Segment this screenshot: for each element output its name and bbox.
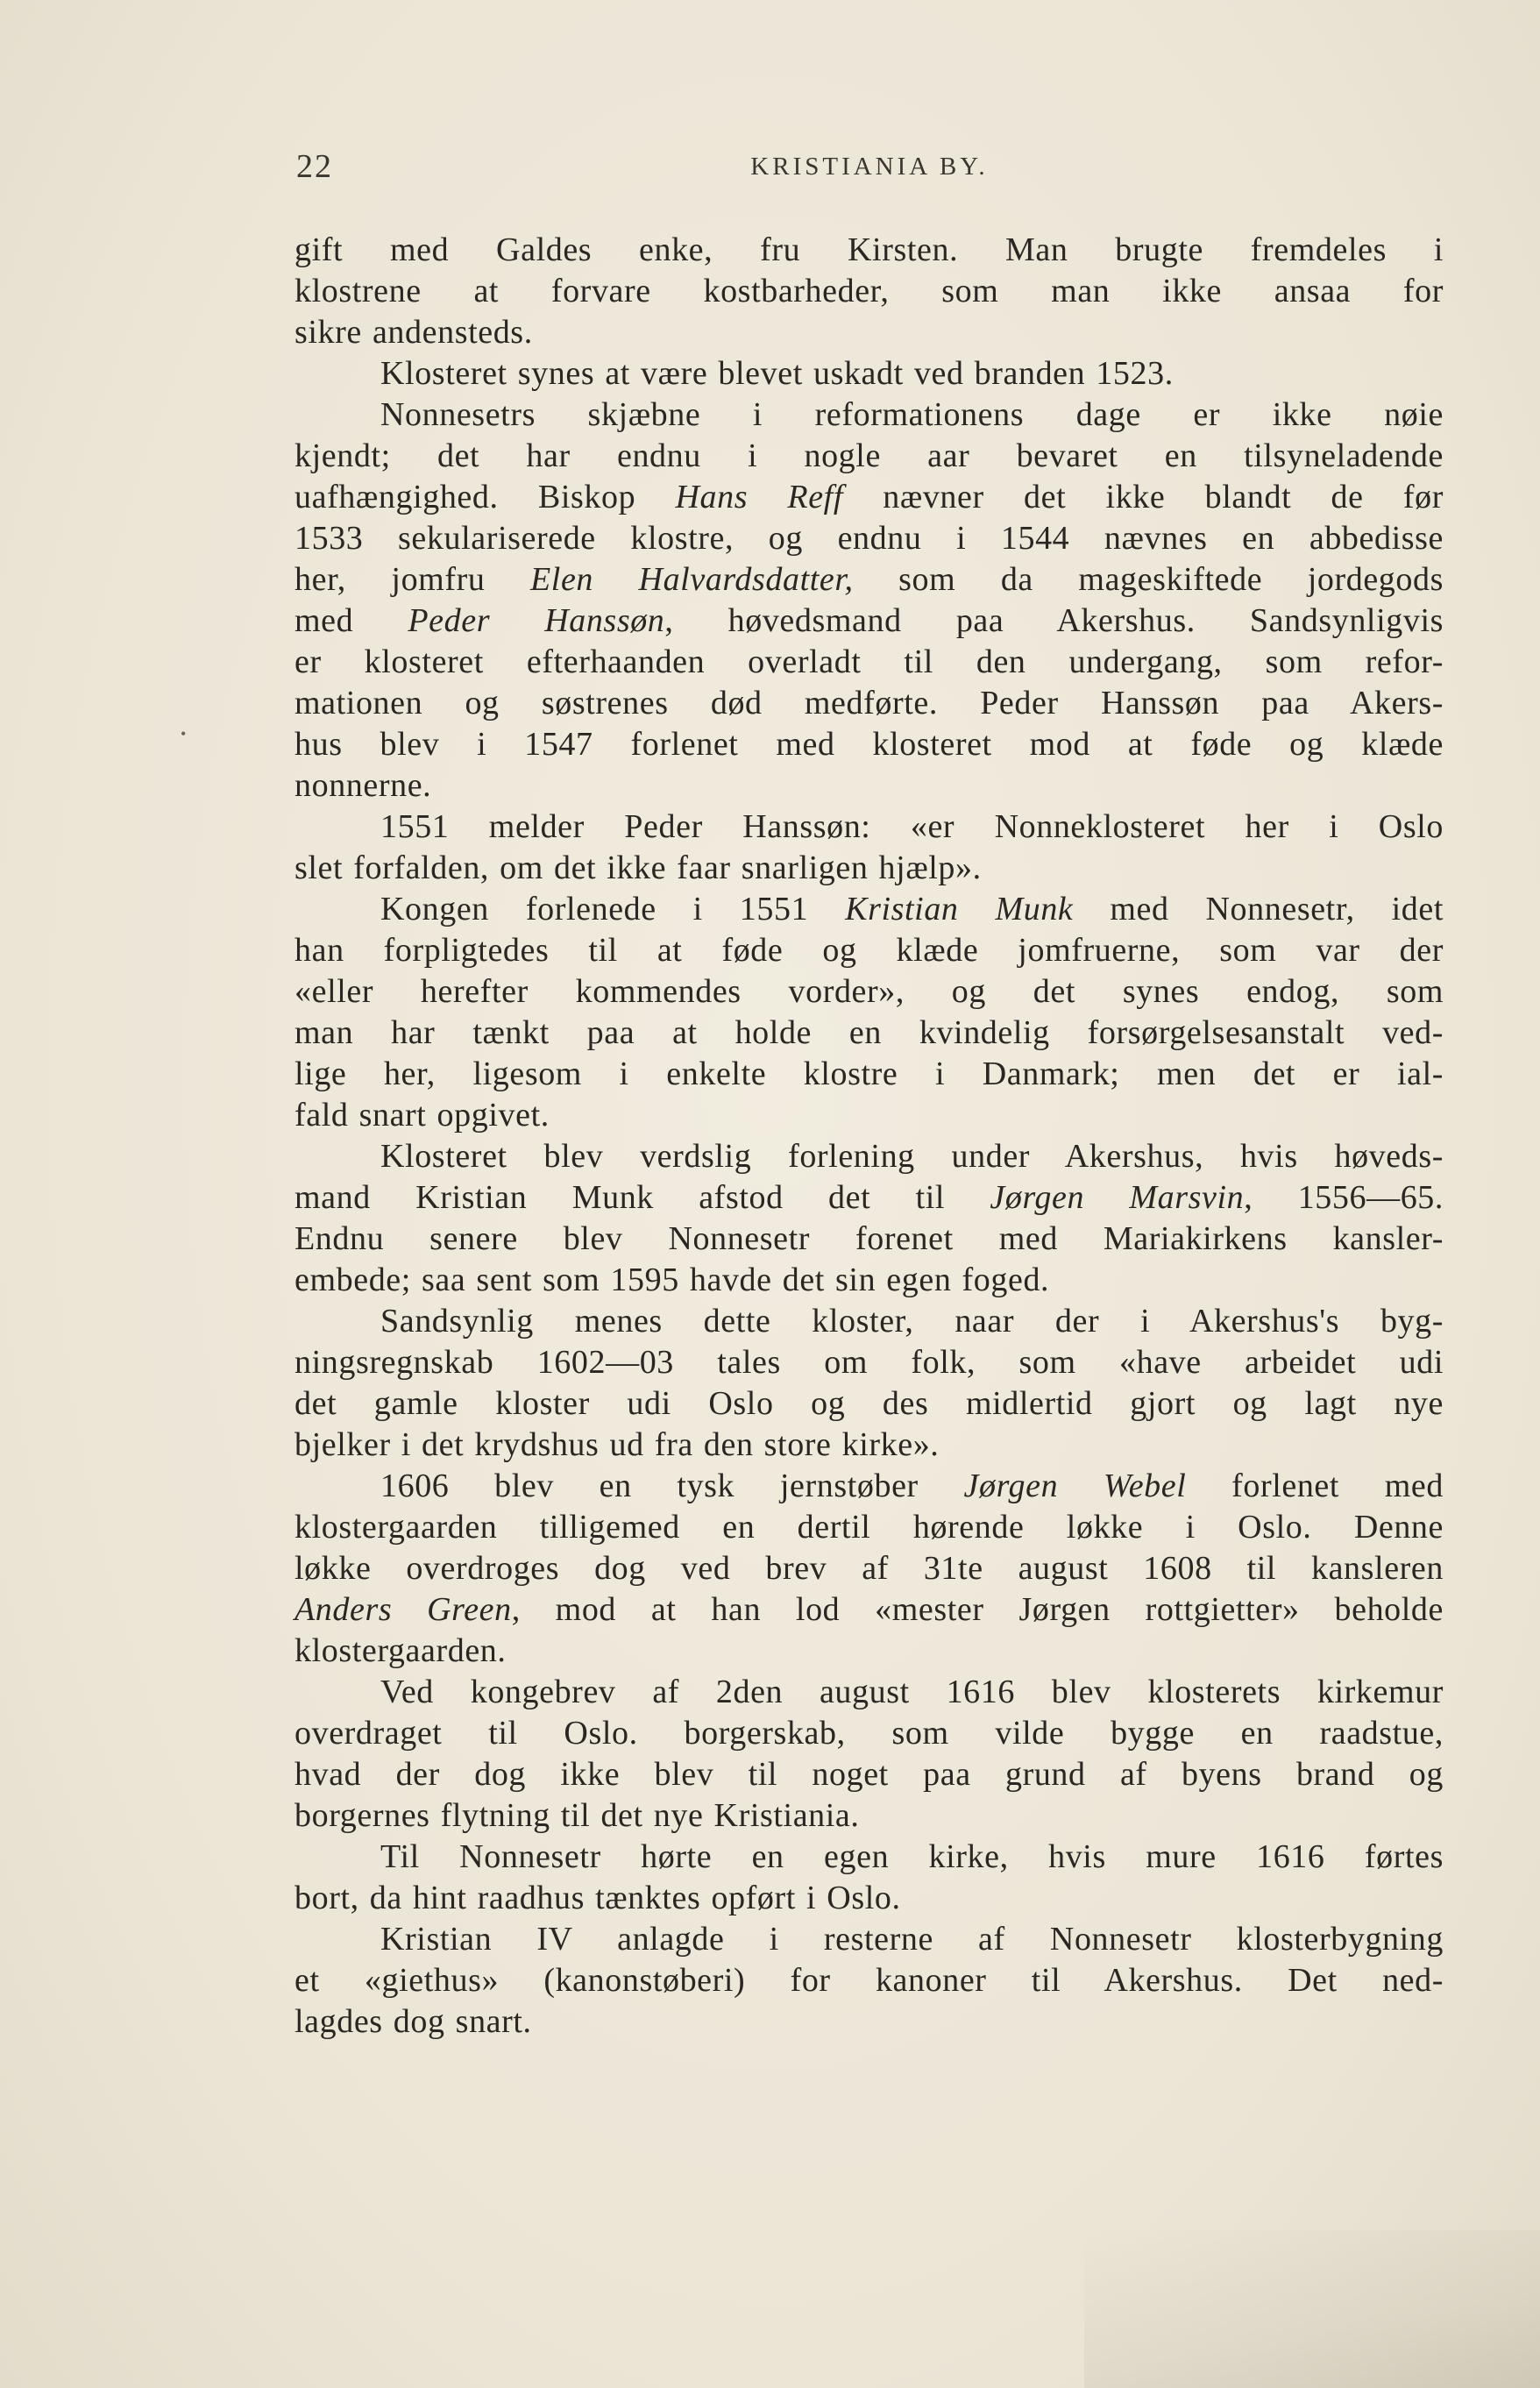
italic-name: Jørgen Marsvin bbox=[990, 1179, 1245, 1216]
text-line bbox=[295, 1589, 1444, 1631]
text-line: Nonnesetrs skjæbne i reformationens dage er ikke nøie bbox=[380, 396, 1444, 433]
text-segment: 1606 blev en tysk jernstøber bbox=[380, 1468, 964, 1504]
text-line bbox=[295, 1466, 1444, 1507]
text-line: Sandsynlig menes dette kloster, naar der i Akershus's byg- bbox=[380, 1303, 1444, 1340]
text-line: bort, da hint raadhus tænktes opført i Oslo. bbox=[295, 1880, 901, 1916]
italic-name: Jørgen Webel bbox=[963, 1468, 1187, 1504]
text-line: Klosteret blev verdslig forlening under Akershus, hvis høveds- bbox=[380, 1138, 1444, 1175]
italic-name: Hans Reff bbox=[675, 479, 843, 515]
text-segment: her, jomfru bbox=[295, 561, 530, 598]
text-line: fald snart opgivet. bbox=[295, 1097, 550, 1134]
text-line: mationen og søstrenes død medførte. Peder Hanssøn paa Akers- bbox=[295, 685, 1444, 721]
italic-name: Kristian Munk bbox=[845, 891, 1074, 927]
text-segment: mand Kristian Munk afstod det til bbox=[295, 1179, 990, 1216]
text-line: hus blev i 1547 forlenet med klosteret mod at føde og klæde bbox=[295, 726, 1444, 763]
text-line: Klosteret synes at være blevet uskadt ved branden 1523. bbox=[380, 355, 1174, 392]
text-line: hvad der dog ikke blev til noget paa grund af byens brand og bbox=[295, 1756, 1444, 1793]
text-line: nonnerne. bbox=[295, 767, 432, 804]
body-text bbox=[295, 230, 1444, 2043]
italic-name: Anders Green bbox=[295, 1591, 512, 1628]
text-line: man har tænkt paa at holde en kvindelig forsørgelsesanstalt ved- bbox=[295, 1014, 1444, 1051]
text-segment: forlenet med bbox=[1186, 1468, 1444, 1504]
text-segment: , høvedsmand paa Akershus. Sandsynligvis bbox=[664, 602, 1444, 639]
text-line: Kristian IV anlagde i resterne af Nonnesetr klosterbygning bbox=[380, 1921, 1444, 1958]
text-line: Endnu senere blev Nonnesetr forenet med Mariakirkens kansler- bbox=[295, 1220, 1444, 1257]
text-line bbox=[295, 889, 1444, 930]
text-segment: med Nonnesetr, idet bbox=[1073, 891, 1444, 927]
text-line: «eller herefter kommendes vorder», og det synes endog, som bbox=[295, 973, 1444, 1010]
text-segment: med bbox=[295, 602, 408, 639]
marginal-mark: • bbox=[181, 725, 187, 743]
text-line: et «giethus» (kanonstøberi) for kanoner til Akershus. Det ned- bbox=[295, 1962, 1444, 1999]
text-segment: Kongen forlenede i 1551 bbox=[380, 891, 846, 927]
text-line bbox=[295, 1177, 1444, 1219]
running-head: KRISTIANIA BY. bbox=[750, 153, 989, 181]
text-segment: , 1556—65. bbox=[1244, 1179, 1444, 1216]
text-line: er klosteret efterhaanden overladt til den undergang, som refor- bbox=[295, 643, 1444, 680]
text-line: klostergaarden tilligemed en dertil hørende løkke i Oslo. Denne bbox=[295, 1509, 1444, 1546]
page-number: 22 bbox=[296, 148, 333, 185]
text-line: sikre andensteds. bbox=[295, 314, 533, 351]
text-segment: som da mageskiftede jordegods bbox=[853, 561, 1444, 598]
text-line: Til Nonnesetr hørte en egen kirke, hvis mure 1616 førtes bbox=[380, 1838, 1444, 1875]
text-line: embede; saa sent som 1595 havde det sin egen foged. bbox=[295, 1262, 1050, 1298]
text-line: overdraget til Oslo. borgerskab, som vilde bygge en raadstue, bbox=[295, 1715, 1444, 1752]
text-line: kjendt; det har endnu i nogle aar bevaret en tilsyneladende bbox=[295, 437, 1444, 474]
text-line: 1551 melder Peder Hanssøn: «er Nonneklosteret her i Oslo bbox=[380, 808, 1444, 845]
text-line: det gamle kloster udi Oslo og des midlertid gjort og lagt nye bbox=[295, 1385, 1444, 1422]
text-line: lagdes dog snart. bbox=[295, 2003, 532, 2040]
text-line: ningsregnskab 1602—03 tales om folk, som «have arbeidet udi bbox=[295, 1344, 1444, 1381]
text-line bbox=[295, 601, 1444, 642]
italic-name: Peder Hanssøn bbox=[408, 602, 665, 639]
text-line: lige her, ligesom i enkelte klostre i Danmark; men det er ial- bbox=[295, 1055, 1444, 1092]
text-line: løkke overdroges dog ved brev af 31te august 1608 til kansleren bbox=[295, 1550, 1444, 1587]
text-line: slet forfalden, om det ikke faar snarligen hjælp». bbox=[295, 849, 982, 886]
text-line: klostergaarden. bbox=[295, 1632, 507, 1669]
text-line: borgernes flytning til det nye Kristiania. bbox=[295, 1797, 860, 1834]
page-header bbox=[296, 147, 1443, 191]
text-line bbox=[295, 477, 1444, 518]
text-line bbox=[295, 559, 1444, 601]
text-line: bjelker i det krydshus ud fra den store kirke». bbox=[295, 1426, 940, 1463]
text-line: gift med Galdes enke, fru Kirsten. Man brugte fremdeles i bbox=[295, 231, 1444, 268]
text-line: han forpligtedes til at føde og klæde jomfruerne, som var der bbox=[295, 932, 1444, 969]
text-line: Ved kongebrev af 2den august 1616 blev klosterets kirkemur bbox=[380, 1674, 1444, 1710]
text-segment: , mod at han lod «mester Jørgen rottgietter» beholde bbox=[511, 1591, 1444, 1628]
text-line: klostrene at forvare kostbarheder, som man ikke ansaa for bbox=[295, 273, 1444, 309]
italic-name: Elen Halvardsdatter, bbox=[529, 561, 854, 598]
text-segment: uafhængighed. Biskop bbox=[295, 479, 676, 515]
text-segment: nævner det ikke blandt de før bbox=[842, 479, 1444, 515]
text-line: 1533 sekulariserede klostre, og endnu i 1544 nævnes en abbedisse bbox=[295, 520, 1444, 557]
page-shadow bbox=[1084, 2230, 1540, 2388]
